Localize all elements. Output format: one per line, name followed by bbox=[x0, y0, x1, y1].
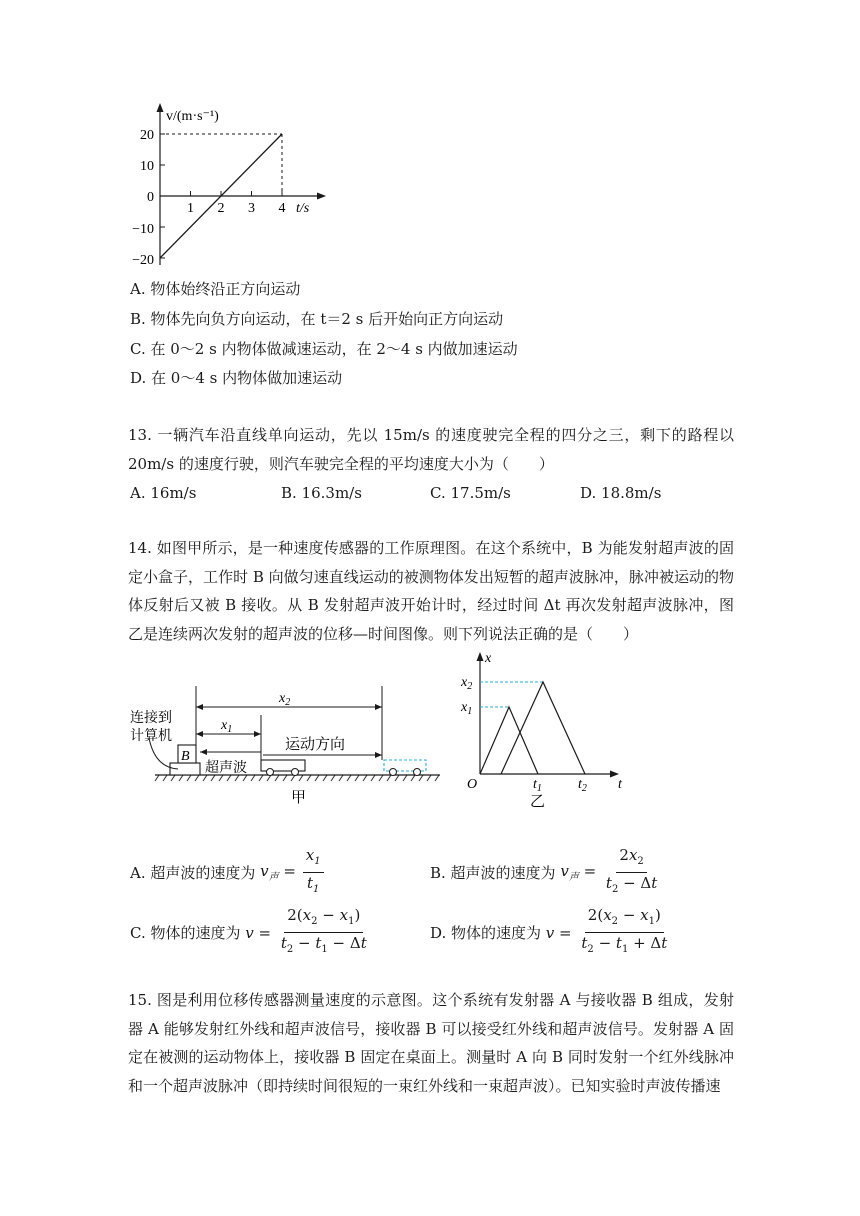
pulse-1-path bbox=[480, 707, 538, 774]
arrow-head-icon bbox=[375, 704, 382, 710]
label-connect-1: 连接到 bbox=[130, 711, 172, 726]
ground-hatching bbox=[155, 775, 439, 781]
y-tick-label-10: 10 bbox=[140, 159, 154, 174]
x-tick-label-2: 2 bbox=[217, 201, 225, 216]
q14-option-d bbox=[430, 905, 672, 960]
q13-option-b: B. 16.3m/s bbox=[281, 484, 362, 502]
formula-b: $\frac{2x_2}{t_2 - \Delta t}$ bbox=[605, 846, 658, 895]
figure-yi-xt-graph bbox=[455, 648, 630, 810]
q12-option-d: D. 在 0～4 s 内物体做加速运动 bbox=[130, 369, 343, 387]
formula-symbol: $v_声$ = bbox=[255, 862, 301, 883]
q14-option-c-text: C. 物体的速度为 bbox=[130, 924, 241, 942]
arrow-head-icon bbox=[196, 704, 203, 710]
arrow-head-icon bbox=[196, 731, 203, 737]
label-x2: $x_2$ bbox=[279, 691, 291, 708]
q12-option-a: A. 物体始终沿正方向运动 bbox=[130, 280, 301, 298]
x-tick-label-4: 4 bbox=[278, 201, 286, 216]
x-tick-label-1: 1 bbox=[187, 201, 194, 216]
caption-jia: 甲 bbox=[291, 790, 307, 806]
label-x1: $x_1$ bbox=[221, 718, 233, 735]
y-tick-label-m20: −20 bbox=[132, 253, 154, 268]
label-direction: 运动方向 bbox=[285, 737, 346, 753]
axis-label-x: x bbox=[485, 651, 492, 666]
q14-option-b-text: B. 超声波的速度为 bbox=[430, 864, 556, 882]
y-axis-arrow-icon bbox=[157, 103, 164, 112]
pulse-2-path bbox=[501, 682, 585, 774]
q13-option-c: C. 17.5m/s bbox=[430, 484, 511, 502]
formula-symbol: v = bbox=[541, 923, 577, 942]
formula-a: $\frac{x_1}{t_1}$ bbox=[303, 845, 324, 900]
q14-stem: 14. 如图甲所示，是一种速度传感器的工作原理图。在这个系统中，B 为能发射超声波的固定小盒子，工作时 B 向做匀速直线运动的被测物体发出短暂的超声波脉冲，脉冲被运动的物体反射后又被 B 接收。从 B 发射超声波开始计时，经过时间 Δt 再次发射超声波脉冲，图乙是连续两次发射的超声波的位移—时间图像。则下列说法正确的是（ ） bbox=[128, 539, 734, 643]
y-axis-label: v/(m·s⁻¹) bbox=[166, 109, 219, 124]
label-ultrasound: 超声波 bbox=[205, 761, 247, 776]
wheel-icon bbox=[267, 769, 274, 776]
q13-option-a: A. 16m/s bbox=[130, 484, 197, 502]
y-tick-label-20: 20 bbox=[140, 128, 154, 143]
x-tick-label-3: 3 bbox=[248, 201, 255, 216]
q13-option-d: D. 18.8m/s bbox=[580, 484, 662, 502]
wheel-icon bbox=[390, 769, 397, 776]
q14-option-a bbox=[130, 845, 326, 900]
y-tick-label-0: 0 bbox=[147, 190, 154, 205]
q13-stem: 13. 一辆汽车沿直线单向运动，先以 15m/s 的速度驶完全程的四分之三，剩下的路程以 20m/s 的速度行驶，则汽车驶完全程的平均速度大小为（ ） bbox=[128, 426, 734, 473]
q15-stem: 15. 图是利用位移传感器测量速度的示意图。这个系统有发射器 A 与接收器 B 组成，发射器 A 能够发射红外线和超声波信号，接收器 B 可以接受红外线和超声波信号。发射器 A 固定在被测的运动物体上，接收器 B 固定在桌面上。测量时 A 向 B 同时发射一个红外线脉冲和一个超声波脉冲（即持续时间很短的一束红外线和一束超声波）。已知实验时声波传播速 bbox=[128, 991, 734, 1095]
label-connect-2: 计算机 bbox=[130, 729, 172, 744]
arrow-head-icon bbox=[254, 731, 261, 737]
velocity-time-graph bbox=[120, 100, 350, 275]
wheel-icon bbox=[414, 769, 421, 776]
arrow-head-icon bbox=[375, 752, 382, 758]
x-axis-arrow-icon bbox=[317, 193, 326, 200]
origin-label: O bbox=[467, 777, 478, 792]
q14-option-c bbox=[130, 905, 372, 960]
label-x1: $x_1$ bbox=[461, 700, 473, 717]
ultrasound-arrow-head-icon bbox=[200, 749, 207, 755]
box-b-label: B bbox=[181, 749, 190, 764]
q12-option-b: B. 物体先向负方向运动，在 t＝2 s 后开始向正方向运动 bbox=[130, 310, 504, 328]
q12-option-c: C. 在 0～2 s 内物体做减速运动，在 2～4 s 内做加速运动 bbox=[130, 340, 518, 358]
y-tick-label-m10: −10 bbox=[132, 222, 154, 237]
q14-option-b bbox=[430, 845, 662, 900]
label-t1: $t_1$ bbox=[533, 777, 542, 794]
caption-yi: 乙 bbox=[530, 794, 546, 810]
formula-d: $\frac{2(x_2 - x_1)}{t_2 - t_1 + \Delta t}$ bbox=[581, 906, 668, 955]
formula-symbol: $v_声$ = bbox=[555, 862, 601, 883]
figure-jia-sensor bbox=[125, 680, 445, 810]
label-t2: $t_2$ bbox=[578, 777, 587, 794]
formula-c: $\frac{2(x_2 - x_1)}{t_2 - t_1 - \Delta t}$ bbox=[280, 906, 367, 955]
label-x2: $x_2$ bbox=[461, 675, 473, 692]
q14-option-d-text: D. 物体的速度为 bbox=[430, 924, 542, 942]
q14-option-a-text: A. 超声波的速度为 bbox=[130, 864, 256, 882]
y-axis-arrow-icon bbox=[477, 652, 484, 661]
x-axis-label: t/s bbox=[296, 201, 310, 216]
formula-symbol: v = bbox=[240, 923, 276, 942]
axis-label-t: t bbox=[618, 777, 622, 792]
wheel-icon bbox=[292, 769, 299, 776]
